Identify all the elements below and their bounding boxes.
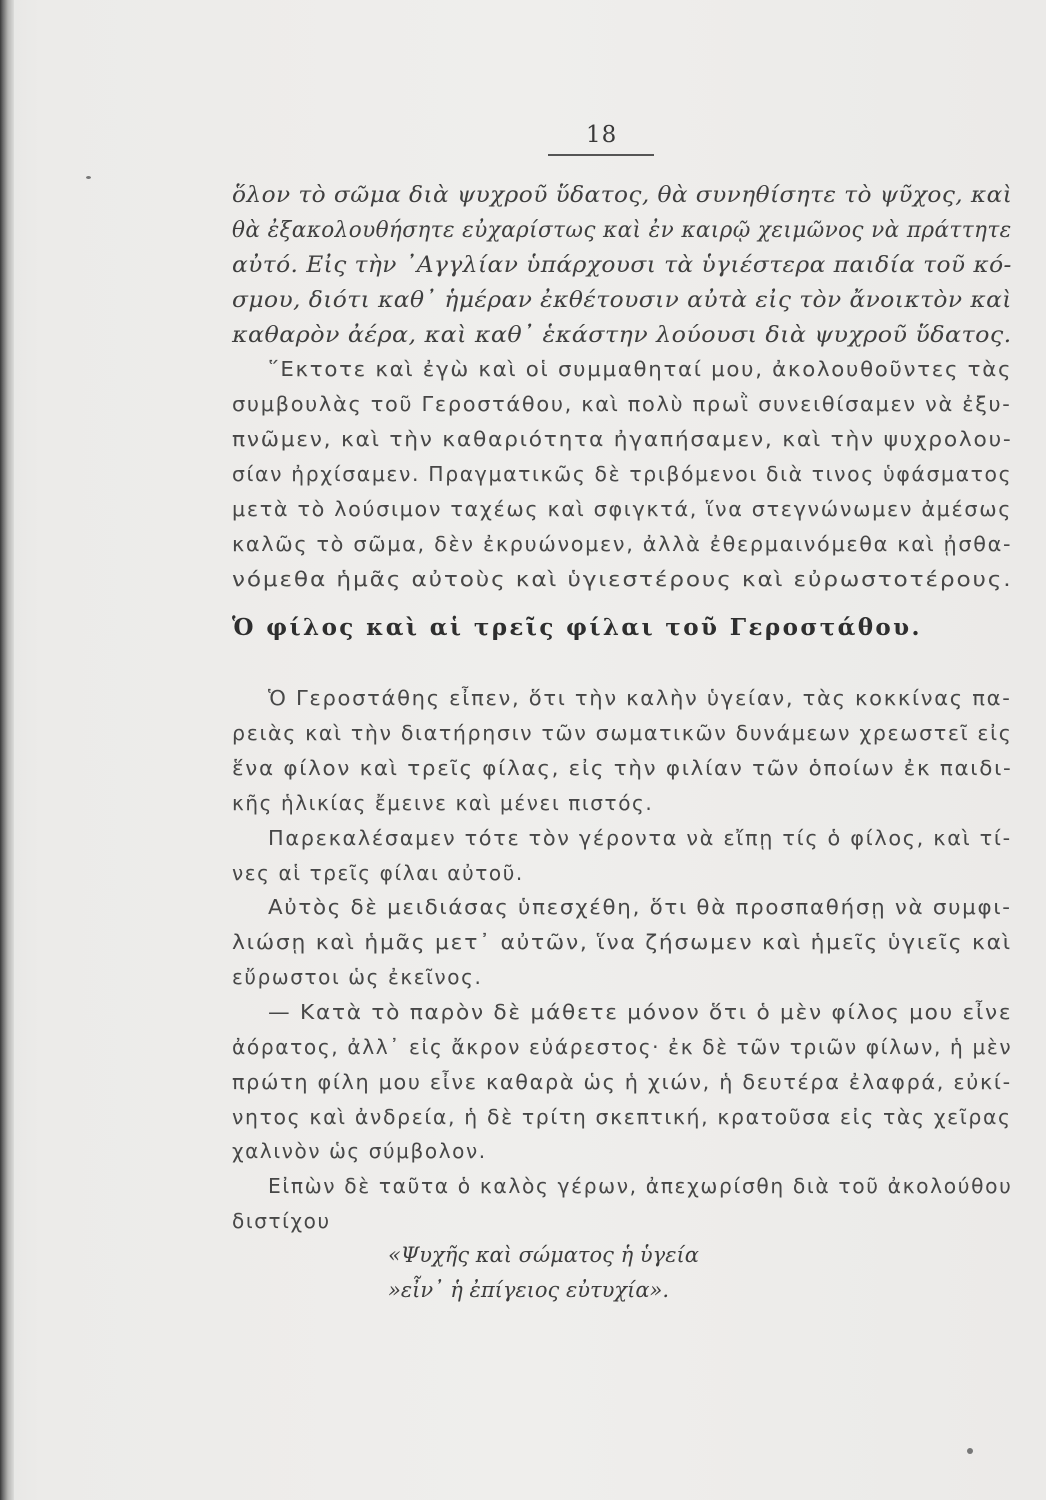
text-line: μετὰ τὸ λούσιμον ταχέως καὶ σφιγκτά, ἵνα στεγνώνωμεν ἀμέσως (232, 497, 1013, 521)
paper-speck (86, 176, 91, 179)
text-line: κῆς ἡλικίας ἔμεινε καὶ μένει πιστός. (232, 791, 654, 815)
text-line: — Κατὰ τὸ παρὸν δὲ μάθετε μόνον ὅτι ὁ μὲν φίλος μου εἶνε (268, 1000, 1013, 1024)
text-line: θὰ ἐξακολουθήσητε εὐχαρίστως καὶ ἐν καιρῷ χειμῶνος νὰ πράττητε (232, 218, 1012, 243)
text-line: ἕνα φίλον καὶ τρεῖς φίλας, εἰς τὴν φιλίαν τῶν ὁποίων ἐκ παιδι- (232, 756, 1013, 780)
text-line: Αὐτὸς δὲ μειδιάσας ὑπεσχέθη, ὅτι θὰ προσπαθήσῃ νὰ συμφι- (268, 895, 1012, 919)
text-line: Παρεκαλέσαμεν τότε τὸν γέροντα νὰ εἴπῃ τίς ὁ φίλος, καὶ τί- (268, 826, 1012, 850)
text-line: νητος καὶ ἀνδρεία, ἡ δὲ τρίτη σκεπτική, κρατοῦσα εἰς τὰς χεῖρας (232, 1105, 1012, 1129)
verse-line: «Ψυχῆς καὶ σώματος ἡ ὑγεία (388, 1243, 699, 1267)
paper-speck (967, 1448, 973, 1454)
text-line: διστίχου (232, 1209, 331, 1233)
text-line: συμβουλὰς τοῦ Γεροστάθου, καὶ πολὺ πρωῒ συνειθίσαμεν νὰ ἐξυ- (232, 392, 1012, 416)
text-line: Ὁ Γεροστάθης εἶπεν, ὅτι τὴν καλὴν ὑγείαν, τὰς κοκκίνας πα- (268, 686, 1012, 710)
text-line: καθαρὸν ἀέρα, καὶ καθ᾿ ἑκάστην λούουσι διὰ ψυχροῦ ὕδατος. (232, 323, 1012, 348)
page-number: 18 (586, 122, 618, 148)
text-line: νες αἱ τρεῖς φίλαι αὐτοῦ. (232, 861, 524, 885)
binding-edge (0, 0, 14, 1500)
section-heading: Ὁ φίλος καὶ αἱ τρεῖς φίλαι τοῦ Γεροστάθου. (232, 614, 922, 641)
text-line: νόμεθα ἡμᾶς αὐτοὺς καὶ ὑγιεστέρους καὶ εὐρωστοτέρους. (232, 567, 1013, 591)
text-line: ῞Εκτοτε καὶ ἐγὼ καὶ οἱ συμμαθηταί μου, ἀκολουθοῦντες τὰς (268, 357, 1013, 381)
verse-line: »εἶν᾿ ἡ ἐπίγειος εὐτυχία». (388, 1278, 670, 1302)
text-line: ὅλον τὸ σῶμα διὰ ψυχροῦ ὕδατος, θὰ συνηθίσητε τὸ ψῦχος, καὶ (232, 183, 1013, 208)
text-line: καλῶς τὸ σῶμα, δὲν ἐκρυώνομεν, ἀλλὰ ἐθερμαινόμεθα καὶ ᾐσθα- (232, 532, 1013, 556)
text-line: ἀόρατος, ἀλλ᾿ εἰς ἄκρον εὐάρεστος· ἐκ δὲ τῶν τριῶν φίλων, ἡ μὲν (232, 1035, 1013, 1059)
text-line: σμου, διότι καθ᾿ ἡμέραν ἐκθέτουσιν αὐτὰ εἰς τὸν ἄνοικτὸν καὶ (232, 288, 1012, 313)
text-line: σίαν ἠρχίσαμεν. Πραγματικῶς δὲ τριβόμενοι διὰ τινος ὑφάσματος (232, 462, 1013, 486)
text-line: λιώσῃ καὶ ἡμᾶς μετ᾿ αὐτῶν, ἵνα ζήσωμεν καὶ ἡμεῖς ὑγιεῖς καὶ (232, 930, 1012, 954)
text-line: πρώτη φίλη μου εἶνε καθαρὰ ὡς ἡ χιών, ἡ δευτέρα ἐλαφρά, εὐκί- (232, 1070, 1012, 1094)
text-line: αὐτό. Εἰς τὴν ᾿Αγγλίαν ὑπάρχουσι τὰ ὑγιέστερα παιδία τοῦ κό- (232, 253, 1012, 278)
text-line: πνῶμεν, καὶ τὴν καθαριότητα ἠγαπήσαμεν, καὶ τὴν ψυχρολου- (232, 427, 1013, 451)
text-line: εὔρωστοι ὡς ἐκεῖνος. (232, 965, 483, 989)
page-number-rule (548, 154, 654, 156)
text-line: χαλινὸν ὡς σύμβολον. (232, 1139, 487, 1163)
text-line: Εἰπὼν δὲ ταῦτα ὁ καλὸς γέρων, ἀπεχωρίσθη διὰ τοῦ ἀκολούθου (268, 1174, 1013, 1198)
text-line: ρειὰς καὶ τὴν διατήρησιν τῶν σωματικῶν δυνάμεων χρεωστεῖ εἰς (232, 721, 1013, 745)
